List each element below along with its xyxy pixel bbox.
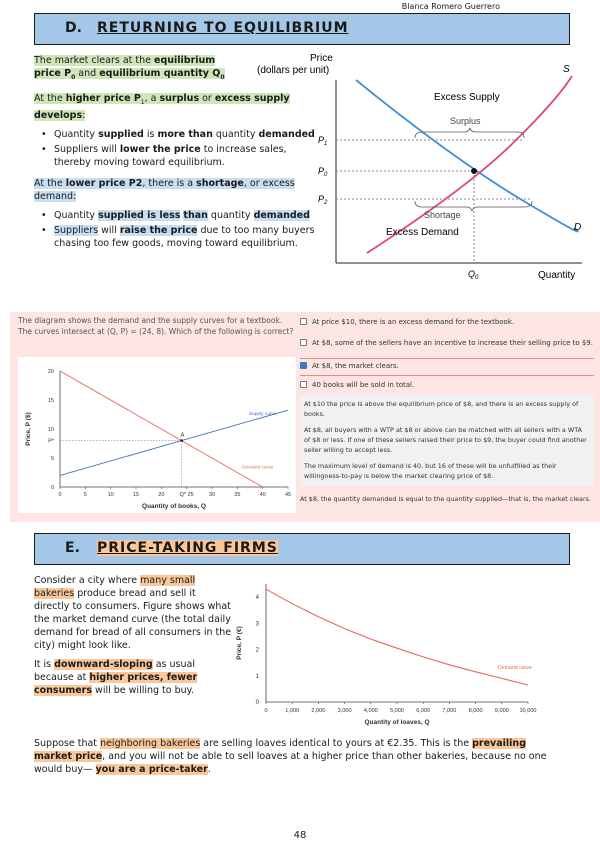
quiz-feedback-box	[300, 395, 594, 486]
supply-curve-label: Supply curve	[248, 412, 277, 418]
paragraph-bakeries: Consider a city where many small bakeries produce bread and sell it directly to consumers. Figure shows what the market demand curve (the total daily demand for bread of all consumers in the city) might look like.	[34, 575, 232, 651]
shortage-label: Shortage	[424, 210, 461, 220]
list-item: • Suppliers will lower the price to increase sales, thereby moving toward equilibrium.	[34, 143, 319, 169]
x-tick-label: 45	[284, 492, 292, 498]
equilibrium-point	[180, 439, 183, 442]
section-e-header	[34, 533, 570, 565]
quiz-option-2[interactable]: At $8, some of the sellers have an incentive to increase their selling price to $9.	[300, 339, 594, 358]
y-tick-label: 4	[255, 595, 259, 602]
diagram-x-label: Quantity	[538, 270, 576, 281]
x-tick-label: 6,000	[416, 708, 431, 714]
paragraph-higher-price: At the higher price $P_1$, a surplus or excess supply develops:	[34, 92, 290, 121]
x-tick-label: 8,000	[468, 708, 483, 714]
x-tick-label: 3,000	[337, 708, 352, 714]
paragraph-equilibrium: The market clears at the equilibrium price $P_0$ and equilibrium quantity $Q_0$	[34, 55, 225, 81]
checkbox[interactable]	[300, 339, 307, 346]
y-tick-label: 15	[47, 398, 54, 404]
point-label: A	[180, 432, 185, 439]
list-item: • Suppliers will raise the price due to too many buyers chasing too few goods, moving toward equilibrium.	[34, 224, 319, 250]
y-tick-label: 2	[255, 647, 259, 654]
checkbox[interactable]	[300, 381, 307, 388]
paragraph-price-taker: Suppose that neighboring bakeries are selling loaves identical to yours at €2.35. This is the prevailing market price, and you will not be able to sell loaves at a higher price than other bakeries, because no one would buy— you are a price-taker.	[34, 738, 547, 775]
paragraph-downward: It is downward-sloping as usual because at higher prices, fewer consumers will be willing to buy.	[34, 659, 198, 696]
x-tick-label: 7,000	[442, 708, 457, 714]
quiz-option-3[interactable]: At $8, the market clears.	[300, 358, 594, 376]
feedback-3: The maximum level of demand is 40, but 16 of these will be unfulfilled as their willingness-to-pay is below the market clearing price of $8.	[304, 462, 557, 480]
list-item: • Quantity supplied is less than quantity demanded	[34, 209, 319, 222]
excess-demand-label: Excess Demand	[386, 227, 459, 238]
section-d-title: RETURNING TO EQUILIBRIUM	[97, 20, 349, 36]
feedback-1: At $10 the price is above the equilibrium price of $8, and there is an excess supply of books.	[304, 400, 579, 418]
quiz-options	[300, 318, 594, 504]
y-tick-label: 0	[50, 485, 54, 491]
section-d-header	[34, 13, 570, 45]
diagram-y-label-2: (dollars per unit)	[257, 65, 330, 76]
x-axis-label: Quantity of loaves, Q	[364, 719, 430, 726]
x-tick-label: Q* 25	[179, 492, 194, 498]
section-d-letter: D.	[65, 20, 82, 36]
quiz-question: The diagram shows the demand and the supply curves for a textbook. The curves intersect at (Q, P) = (24, 8). Which of the following is correct?	[18, 316, 294, 336]
demand-line	[266, 589, 528, 685]
demand-curve-label: Demand curve	[241, 465, 274, 471]
x-axis-label: Quantity of books, Q	[142, 503, 206, 510]
demand-label: D	[574, 222, 582, 233]
y-tick-label: 20	[47, 369, 54, 375]
checkbox-checked[interactable]	[300, 362, 307, 369]
y-tick-label: 5	[50, 456, 54, 462]
final-feedback: At $8, the quantity demanded is equal to the quantity supplied—that is, the market clears.	[300, 495, 591, 503]
p0-label: $P_0$	[318, 166, 328, 178]
x-tick-label: 9,000	[494, 708, 509, 714]
equilibrium-diagram	[252, 48, 594, 288]
x-tick-label: 10,000	[519, 708, 537, 714]
feedback-2: At $8, all buyers with a WTP at $8 or above can be matched with all sellers with a WTA of $8 or less. If one of these sellers raised their price to $9, the buyer could find another seller willing to accept less.	[304, 426, 587, 454]
x-tick-label: 5,000	[390, 708, 404, 714]
bread-demand-chart	[232, 578, 544, 728]
p-star-label: P*	[48, 438, 54, 445]
x-tick-label: 2,000	[311, 708, 326, 714]
p1-label: $P_1$	[318, 135, 328, 147]
surplus-brace	[415, 128, 524, 138]
q0-label: $Q_0$	[468, 269, 479, 281]
p2-label: $P_2$	[318, 194, 328, 206]
quiz-option-4[interactable]: 40 books will be sold in total.	[300, 381, 594, 393]
paragraph-lower-price: At the lower price P2, there is a shortage, or excess demand:	[34, 177, 295, 202]
x-tick-label: 1,000	[285, 708, 300, 714]
y-axis-label: Price, P (€)	[236, 626, 243, 660]
y-tick-label: 1	[255, 673, 259, 680]
supply-label: S	[563, 64, 570, 75]
page-number: 48	[293, 830, 307, 841]
diagram-y-label-1: Price	[310, 53, 333, 64]
x-tick-label: 5	[83, 492, 87, 498]
textbook-chart	[18, 357, 296, 513]
x-tick-label: 0	[264, 708, 268, 714]
x-tick-label: 40	[259, 492, 266, 498]
section-e-title: PRICE-TAKING FIRMS	[97, 540, 278, 556]
y-tick-label: 3	[255, 621, 259, 628]
excess-supply-label: Excess Supply	[434, 92, 500, 103]
x-tick-label: 20	[158, 492, 165, 498]
x-tick-label: 4,000	[363, 708, 378, 714]
section-e-letter: E.	[65, 540, 80, 556]
y-axis-label: Price, P ($)	[25, 412, 32, 446]
section-e-text	[34, 574, 234, 697]
x-tick-label: 15	[132, 492, 140, 498]
x-tick-label: 35	[234, 492, 241, 498]
quiz-option-1[interactable]: At price $10, there is an excess demand for the textbook.	[300, 318, 594, 337]
x-tick-label: 10	[107, 492, 114, 498]
x-tick-label: 0	[58, 492, 62, 498]
surplus-label: Surplus	[450, 116, 481, 126]
equilibrium-point	[471, 168, 477, 174]
y-tick-label: 0	[255, 700, 259, 706]
x-tick-label: 30	[208, 492, 216, 498]
y-tick-label: 10	[47, 427, 54, 433]
demand-curve-label: Demand curve	[498, 665, 532, 672]
checkbox[interactable]	[300, 318, 307, 325]
list-item: • Quantity supplied is more than quantity demanded	[34, 128, 319, 141]
author-name: Blanca Romero Guerrero	[401, 2, 500, 11]
